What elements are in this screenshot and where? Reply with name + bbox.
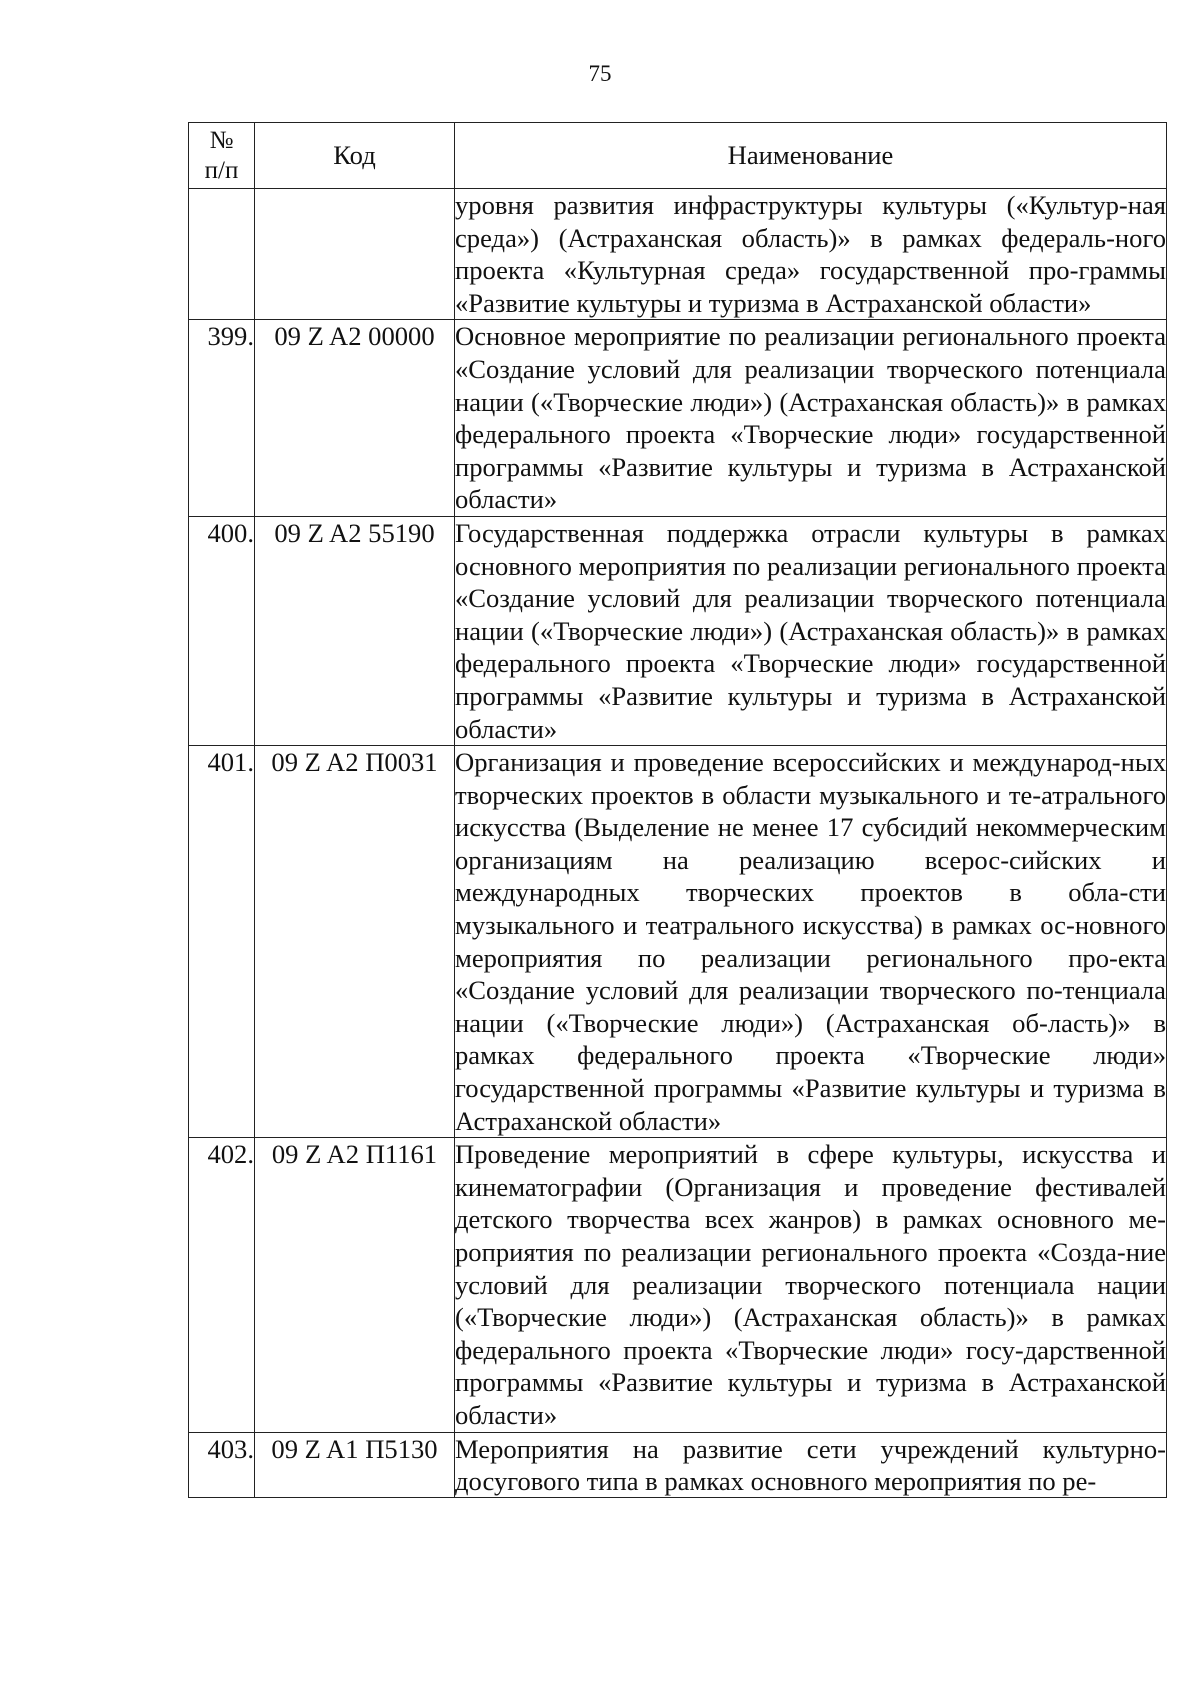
row-number: 402. [189,1138,255,1432]
row-code: 09 Z A2 55190 [255,516,455,745]
row-name [455,1432,1167,1497]
table-row [189,516,1167,745]
row-code: 09 Z A2 П1161 [255,1138,455,1432]
row-name: уровня развития инфраструктуры культуры («Культур-ная среда») (Астраханская область)» в рамках федераль-ного проекта «Культурная среда» государственной про-граммы «Развитие культуры и туризма в Астраханской области» [455,189,1167,320]
row-name: Организация и проведение всероссийских и международ-ных творческих проектов в области музыкального и те-атрального искусства (Выделение не менее 17 субсидий некоммерческим организациям на реализацию всерос-сийских и международных творческих проектов в обла-сти музыкального и театрального искусства) в рамках ос-новного мероприятия по реализации регионального про-екта «Создание условий для реализации творческого по-тенциала нации («Творческие люди») (Астраханская об-ласть)» в рамках федерального проекта «Творческие люди» государственной программы «Развитие культуры и туризма в Астраханской области» [455,746,1167,1138]
row-number: 401. [189,746,255,1138]
table-header-row [189,123,1167,189]
row-name: Государственная поддержка отрасли культуры в рамках основного мероприятия по реализации регионального проекта «Создание условий для реализации творческого потенциала нации («Творческие люди») (Астраханская область)» в рамках федерального проекта «Творческие люди» государственной программы «Развитие культуры и туризма в Астраханской области» [455,516,1167,745]
table-row [189,746,1167,1138]
row-number [189,189,255,320]
row-name: Проведение мероприятий в сфере культуры, искусства и кинематографии (Организация и проведение фестивалей детского творчества всех жанров) в рамках основного ме-роприятия по реализации регионального проекта «Созда-ние условий для реализации творческого потенциала нации («Творческие люди») (Астраханская область)» в рамках федерального проекта «Творческие люди» госу-дарственной программы «Развитие культуры и туризма в Астраханской области» [455,1138,1167,1432]
table-row [189,320,1167,517]
header-code [255,123,455,189]
header-number [189,123,255,189]
row-name: Основное мероприятие по реализации регионального проекта «Создание условий для реализации творческого потенциала нации («Творческие люди») (Астраханская область)» в рамках федерального проекта «Творческие люди» государственной программы «Развитие культуры и туризма в Астраханской области» [455,320,1167,517]
row-number: 399. [189,320,255,517]
row-number: 403. [189,1432,255,1497]
header-code-label: Код [333,140,376,171]
page-number: 75 [588,61,612,86]
table-row [189,1432,1167,1497]
row-code [255,189,455,320]
header-name [455,123,1167,189]
row-code: 09 Z A1 П5130 [255,1432,455,1497]
table-row [189,1138,1167,1432]
row-code: 09 Z A2 П0031 [255,746,455,1138]
header-number-label: № п/п [204,126,239,184]
row-name-text: Мероприятия на развитие сети учреждений культурно-досугового типа в рамках основного мероприятия по ре- [455,1433,1166,1497]
table-row [189,189,1167,320]
header-name-label: Наименование [727,140,894,171]
budget-classification-table [188,122,1167,1498]
row-code: 09 Z A2 00000 [255,320,455,517]
row-number: 400. [189,516,255,745]
